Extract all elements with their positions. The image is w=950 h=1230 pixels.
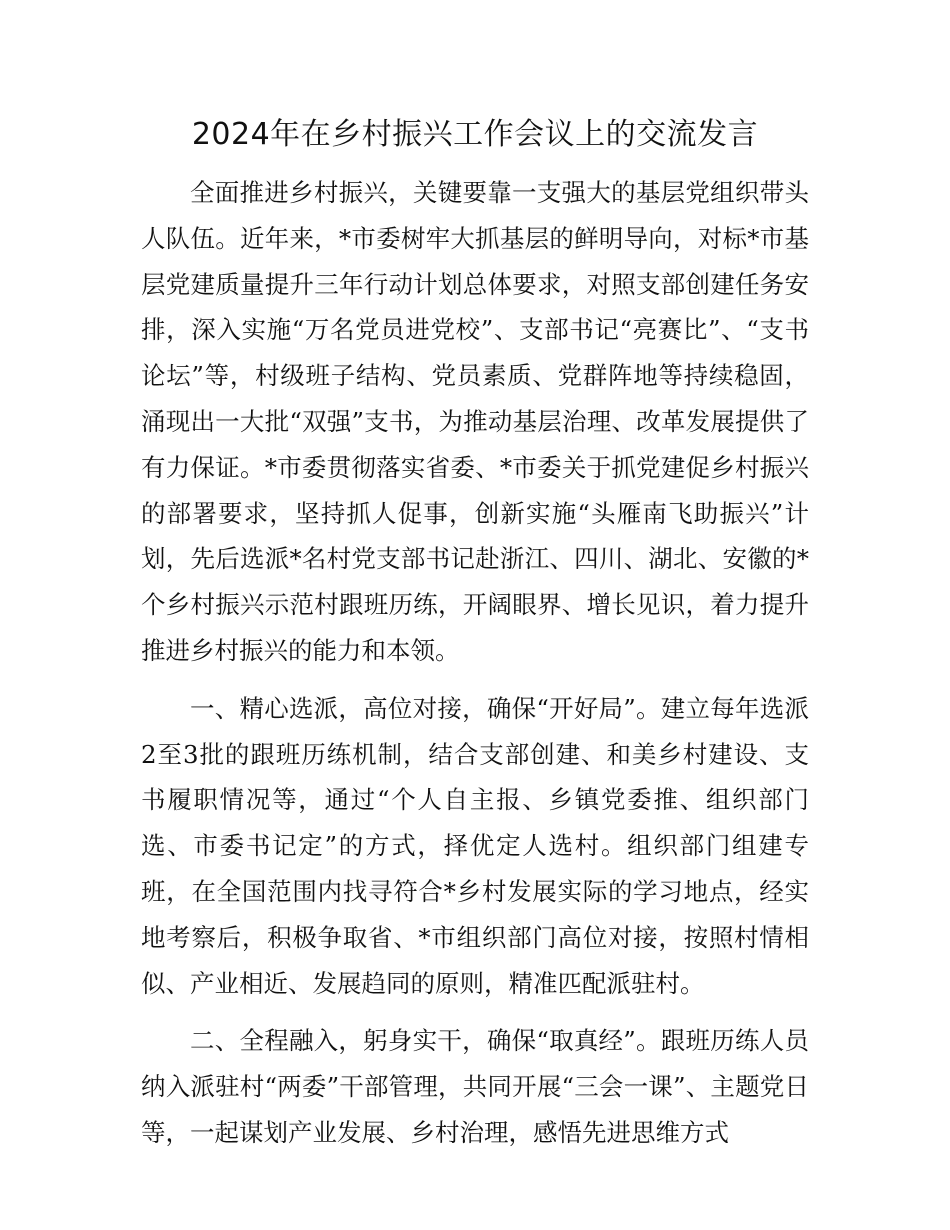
paragraph-section-2: 二、全程融入，躬身实干，确保“取真经”。跟班历练人员纳入派驻村“两委”干部管理，共同开展“三会一课”、主题党日等，一起谋划产业发展、乡村治理，感悟先进思维方式 — [141, 1026, 809, 1147]
paragraph-intro: 全面推进乡村振兴，关键要靠一支强大的基层党组织带头人队伍。近年来，*市委树牢大抓基层的鲜明导向，对标*市基层党建质量提升三年行动计划总体要求，对照支部创建任务安排，深入实施“万名党员进党校”、支部书记“亮赛比”、“支书论坛”等，村级班子结构、党员素质、党群阵地等持续稳固，涌现出一大批“双强”支书，为推动基层治理、改革发展提供了有力保证。*市委贯彻落实省委、*市委关于抓党建促乡村振兴的部署要求，坚持抓人促事，创新实施“头雁南飞助振兴”计划，先后选派*名村党支部书记赴浙江、四川、湖北、安徽的*个乡村振兴示范村跟班历练，开阔眼界、增长见识，着力提升推进乡村振兴的能力和本领。 — [141, 178, 809, 665]
document-title: 2024年在乡村振兴工作会议上的交流发言 — [191, 117, 759, 152]
document-body — [141, 170, 809, 1156]
paragraph-section-1: 一、精心选派，高位对接，确保“开好局”。建立每年选派2至3批的跟班历练机制，结合支部创建、和美乡村建设、支书履职情况等，通过“个人自主报、乡镇党委推、组织部门选、市委书记定”的方式，择优定人选村。组织部门组建专班，在全国范围内找寻符合*乡村发展实际的学习地点，经实地考察后，积极争取省、*市组织部门高位对接，按照村情相似、产业相近、发展趋同的原则，精准匹配派驻村。 — [141, 693, 809, 998]
